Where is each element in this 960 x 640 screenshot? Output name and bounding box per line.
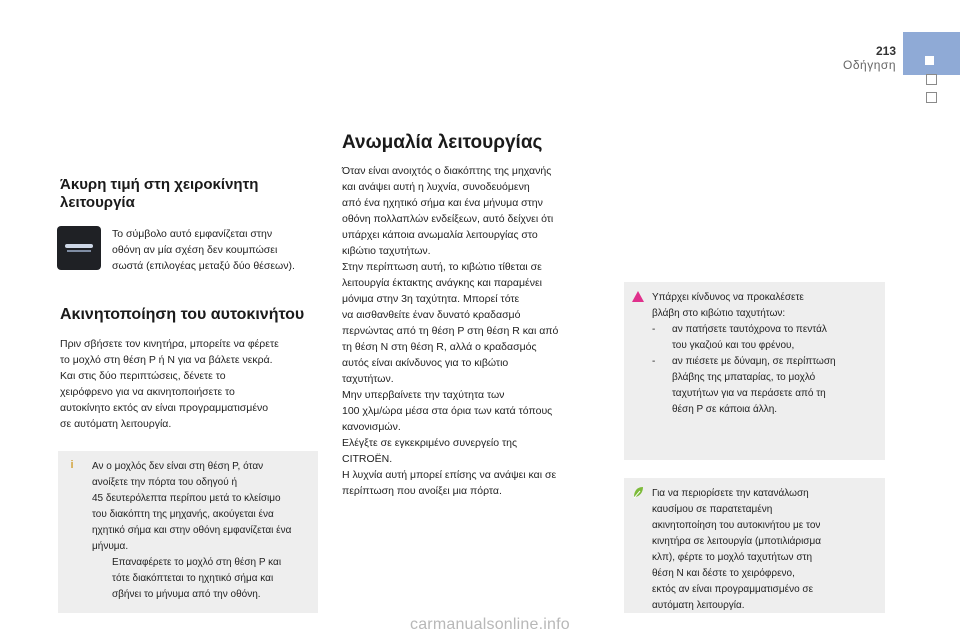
warning-box-text (652, 290, 836, 418)
fault-main-text (342, 163, 604, 499)
dash-bullet: - (652, 324, 656, 335)
text-line: Μην υπερβαίνετε την ταχύτητα των (342, 389, 505, 401)
text-line: αν πιέσετε με δύναμη, σε περίπτωση (672, 356, 836, 367)
info-box-text (92, 459, 291, 603)
text-line: τότε διακόπτεται το ηχητικό σήμα και (112, 573, 274, 584)
text-line: κινητήρα σε λειτουργία (μποτιλιάρισμα (652, 536, 822, 547)
text-line: Ελέγξτε σε εγκεκριμένο συνεργείο της (342, 437, 518, 449)
text-line: αν πατήσετε ταυτόχρονα το πεντάλ (672, 324, 827, 335)
text-line: Επαναφέρετε το μοχλό στη θέση P και (112, 557, 282, 568)
text-line: του γκαζιού και του φρένου, (672, 340, 795, 351)
text-line: Το σύμβολο αυτό εμφανίζεται στην (112, 228, 273, 240)
dash-bullet: - (652, 356, 656, 367)
text-line: σβήνει το μήνυμα από την οθόνη. (112, 589, 261, 600)
text-line: Υπάρχει κίνδυνος να προκαλέσετε (652, 292, 804, 303)
text-line: μήνυμα. (92, 541, 129, 552)
list-item (652, 354, 836, 370)
text-line: Όταν είναι ανοιχτός ο διακόπτης της μηχανής (342, 165, 552, 177)
text-line: σωστά (επιλογέας μεταξύ δύο θέσεων). (112, 260, 295, 272)
text-line: αυτοκίνητο εκτός αν είναι προγραμματισμένο (60, 402, 269, 414)
text-line: Πριν σβήσετε τον κινητήρα, μπορείτε να φέρετε (60, 338, 279, 350)
immobilisation-heading: Ακινητοποίηση του αυτοκινήτου (60, 306, 305, 323)
fault-heading: Άκυρη τιμή στη χειροκίνητη λειτουργία (60, 176, 259, 211)
text-line: μόνιμα στην 3η ταχύτητα. Μπορεί τότε (342, 293, 520, 305)
section-title: Οδήγηση (843, 58, 896, 72)
text-line: οθόνη πολλαπλών ενδείξεων, αυτό δείχνει ότι (342, 213, 554, 225)
bullet-item (92, 555, 291, 571)
page-title: Ανωμαλία λειτουργίας (342, 132, 543, 153)
text-line: τη θέση N στη θέση R, αλλά ο κραδασμός (342, 341, 537, 353)
info-icon: i (70, 459, 74, 471)
text-line: χειρόφρενο για να ακινητοποιήσετε το (60, 386, 235, 398)
text-line: εκτός αν είναι προγραμματισμένο σε (652, 584, 814, 595)
text-line: Στην περίπτωση αυτή, το κιβώτιο τίθεται σε (342, 261, 542, 273)
watermark: carmanualsonline.info (410, 616, 570, 633)
text-line: του διακόπτη της μηχανής, ακούγεται ένα (92, 509, 274, 520)
text-line: Αν ο μοχλός δεν είναι στη θέση P, όταν (92, 461, 264, 472)
gear-fault-indicator-icon (57, 226, 101, 270)
text-line: λειτουργία έκτακτης ανάγκης και παραμένει (342, 277, 542, 289)
text-line: 100 χλμ/ώρα μέσα στα όρια των κατά τόπους (342, 405, 553, 417)
text-line: ανοίξετε την πόρτα του οδηγού ή (92, 477, 238, 488)
eco-box-text (652, 486, 821, 614)
text-line: και ανάψει αυτή η λυχνία, συνοδευόμενη (342, 181, 530, 193)
text-line: αυτός είναι ακίνδυνος για το κιβώτιο (342, 357, 509, 369)
text-line: 45 δευτερόλεπτα περίπου μετά το κλείσιμο (92, 493, 281, 504)
text-line: αυτόματη λειτουργία. (652, 600, 745, 611)
text-line: ταχυτήτων. (342, 373, 394, 385)
text-line: καυσίμου σε παρατεταμένη (652, 504, 773, 515)
text-line: σε αυτόματη λειτουργία. (60, 418, 172, 430)
text-line: να αισθανθείτε έναν δυνατό κραδασμό (342, 309, 521, 321)
list-item (652, 322, 836, 338)
warning-icon (632, 291, 644, 302)
page-number: 213 (875, 44, 896, 58)
fault-description (112, 226, 322, 274)
eco-leaf-icon (632, 486, 644, 499)
text-line: κιβώτιο ταχυτήτων. (342, 245, 431, 257)
tab-square-icon (926, 92, 937, 103)
immobilisation-text (60, 336, 322, 432)
text-line: από ένα ηχητικό σήμα και ένα μήνυμα στην (342, 197, 543, 209)
text-line: ηχητικό σήμα και στην οθόνη εμφανίζεται ένα (92, 525, 292, 536)
text-line: Για να περιορίσετε την κατανάλωση (652, 488, 809, 499)
text-line: ακινητοποίηση του αυτοκινήτου με τον (652, 520, 821, 531)
tab-square-icon (926, 74, 937, 85)
chapter-tab-marker (925, 56, 934, 65)
text-line: κλπ), φέρτε το μοχλό ταχυτήτων στη (652, 552, 812, 563)
chapter-tab (903, 32, 960, 75)
text-line: κανονισμών. (342, 421, 401, 433)
text-line: υπάρχει κάποια ανωμαλία λειτουργίας στο (342, 229, 538, 241)
text-line: θέση N και δέστε το χειρόφρενο, (652, 568, 795, 579)
text-line: περνώντας από τη θέση P στη θέση R και από (342, 325, 559, 337)
text-line: βλάβης της μπαταρίας, το μοχλό (672, 372, 816, 383)
text-line: Η λυχνία αυτή μπορεί επίσης να ανάψει και σε (342, 469, 557, 481)
text-line: το μοχλό στη θέση P ή N για να βάλετε νεκρά. (60, 354, 273, 366)
text-line: ταχυτήτων για να περάσετε από τη (672, 388, 826, 399)
text-line: περίπτωση που ανοίξει μια πόρτα. (342, 485, 502, 497)
text-line: βλάβη στο κιβώτιο ταχυτήτων: (652, 308, 786, 319)
text-line: οθόνη αν μία σχέση δεν κουμπώσει (112, 244, 278, 256)
text-line: Και στις δύο περιπτώσεις, δένετε το (60, 370, 226, 382)
text-line: CITROËN. (342, 453, 393, 465)
text-line: θέση P σε κάποια άλλη. (672, 404, 778, 415)
